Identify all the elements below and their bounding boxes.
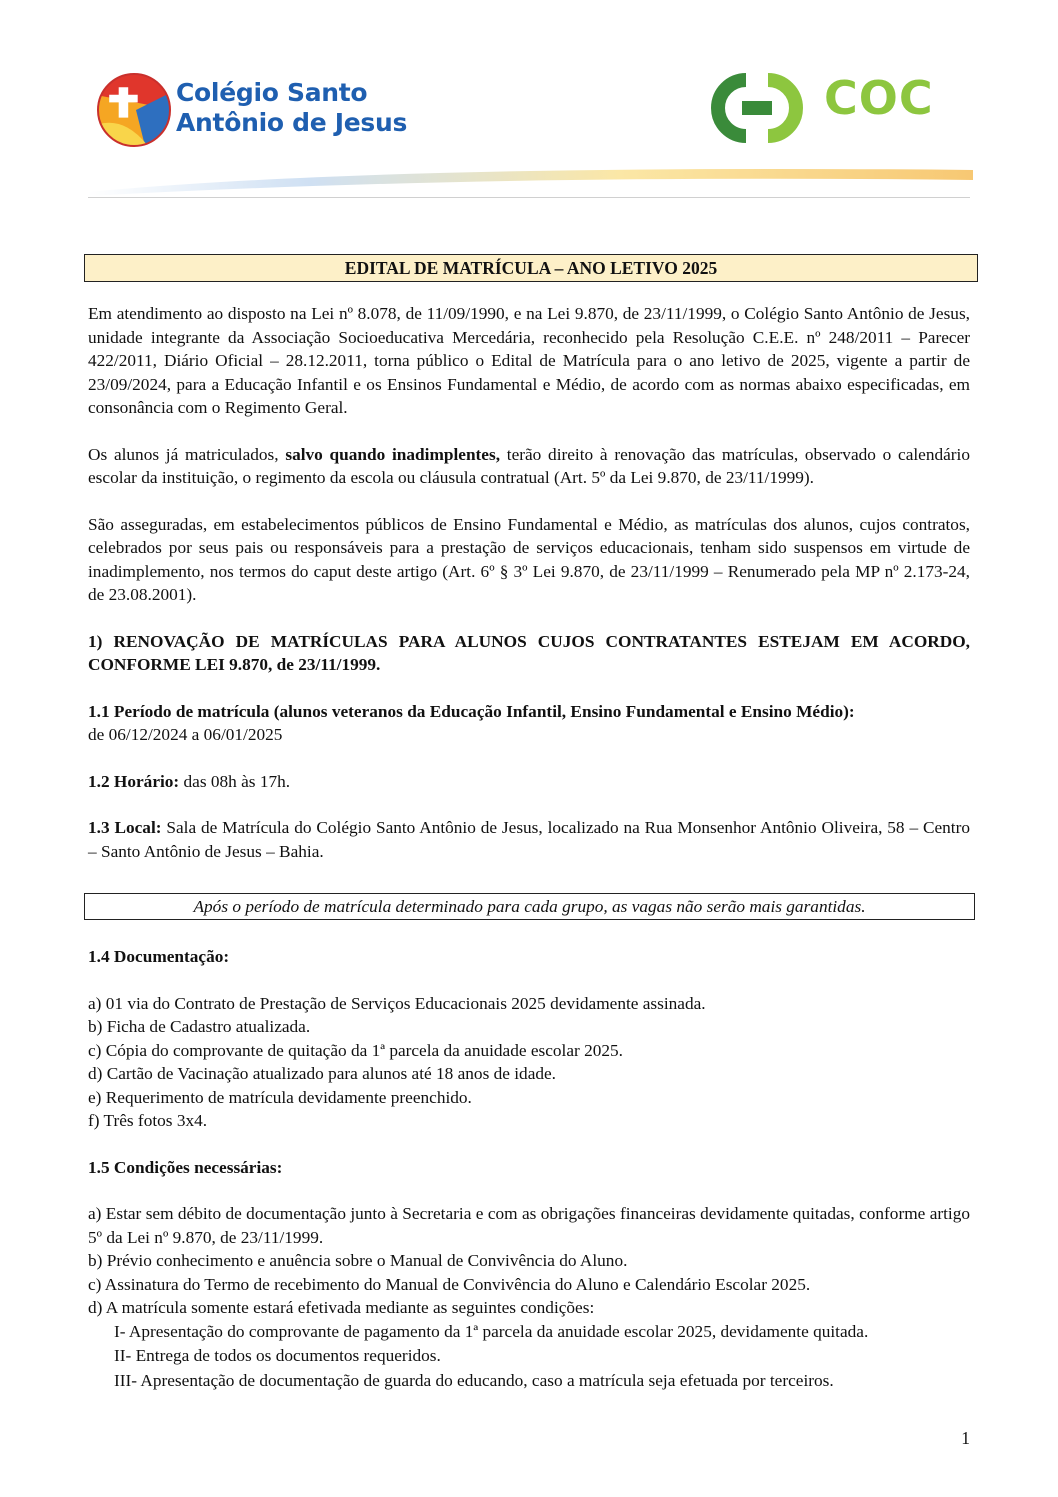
school-name-logo-text: Colégio Santo Antônio de Jesus <box>176 78 408 137</box>
list-item: f) Três fotos 3x4. <box>88 1111 208 1130</box>
section-1-2-schedule: 1.2 Horário: das 08h às 17h. <box>88 771 291 791</box>
document-body <box>88 302 970 1393</box>
header-divider <box>88 197 970 198</box>
letterhead <box>0 0 1058 210</box>
header-swoosh-decoration <box>88 160 973 200</box>
list-item: b) Ficha de Cadastro atualizada. <box>88 1017 311 1036</box>
coc-symbol-icon <box>706 68 816 148</box>
coc-logo <box>706 68 956 148</box>
colegio-santo-antonio-logo <box>96 70 436 150</box>
intro-paragraph: Em atendimento ao disposto na Lei nº 8.078, de 11/09/1990, e na Lei 9.870, de 23/11/1999, o Colégio Santo Antônio de Jesus, unidade integrante da Associação Socioeducativa Mercedária, reconhecido pela Resolução C.E.E. nº 248/2011 – Parecer 422/2011, Diário Oficial – 28.12.2011, torna público o Edital de Matrícula para o ano letivo de 2025, vigente a partir de 23/09/2024, para a Educação Infantil e os Ensinos Fundamental e Médio, de acordo com as normas abaixo especificadas, em consonância com o Regimento Geral. <box>88 304 970 417</box>
page-number: 1 <box>961 1428 970 1448</box>
sub-list-item: II- Entrega de todos os documentos requeridos. <box>114 1346 441 1365</box>
school-emblem-icon <box>96 70 176 150</box>
section-1-4-heading: 1.4 Documentação: <box>88 947 230 966</box>
list-item: b) Prévio conhecimento e anuência sobre o Manual de Convivência do Aluno. <box>88 1251 628 1270</box>
coc-logo-text: COC <box>824 71 934 125</box>
list-item: a) Estar sem débito de documentação junto à Secretaria e com as obrigações financeiras devidamente quitadas, conforme artigo 5º da Lei nº 9.870, de 23/11/1999. <box>88 1204 970 1247</box>
section-1-5-heading: 1.5 Condições necessárias: <box>88 1157 283 1177</box>
list-item: d) Cartão de Vacinação atualizado para alunos até 18 anos de idade. <box>88 1064 556 1083</box>
sub-list-item: I- Apresentação do comprovante de pagamento da 1ª parcela da anuidade escolar 2025, devidamente quitada. <box>114 1321 869 1341</box>
enrollment-notice: Após o período de matrícula determinado para cada grupo, as vagas não serão mais garantidas. <box>84 893 975 920</box>
list-item: c) Assinatura do Termo de recebimento do Manual de Convivência do Aluno e Calendário Escolar 2025. <box>88 1274 811 1294</box>
section-1-heading: 1) RENOVAÇÃO DE MATRÍCULAS PARA ALUNOS CUJOS CONTRATANTES ESTEJAM EM ACORDO, CONFORME LEI 9.870, de 23/11/1999. <box>88 631 970 674</box>
documentation-list <box>88 992 970 1133</box>
list-item: c) Cópia do comprovante de quitação da 1ª parcela da anuidade escolar 2025. <box>88 1040 623 1060</box>
sub-list-item: III- Apresentação de documentação de guarda do educando, caso a matrícula seja efetuada por terceiros. <box>114 1370 834 1390</box>
list-item: e) Requerimento de matrícula devidamente preenchido. <box>88 1087 472 1107</box>
document-title: EDITAL DE MATRÍCULA – ANO LETIVO 2025 <box>84 254 978 282</box>
conditions-list <box>88 1202 970 1393</box>
public-schools-paragraph: São asseguradas, em estabelecimentos públicos de Ensino Fundamental e Médio, as matrículas dos alunos, cujos contratos, celebrados por seus pais ou responsáveis para a prestação de serviços educacionais, tenham sido suspensos em virtude de inadimplemento, nos termos do caput deste artigo (Art. 6º § 3º Lei 9.870, de 23/11/1999 – Renumerado pela MP nº 2.173-24, de 23.08.2001). <box>88 514 970 604</box>
section-1-1-period: 1.1 Período de matrícula (alunos veteranos da Educação Infantil, Ensino Fundamental e Ensino Médio): de 06/12/2024 a 06/01/2025 <box>88 701 855 744</box>
list-item: d) A matrícula somente estará efetivada mediante as seguintes condições: <box>88 1298 595 1317</box>
renewal-paragraph: Os alunos já matriculados, salvo quando inadimplentes, terão direito à renovação das matrículas, observado o calendário escolar da instituição, o regimento da escola ou cláusula contratual (Art. 5º da Lei 9.870, de 23/11/1999). <box>88 444 970 487</box>
list-item: a) 01 via do Contrato de Prestação de Serviços Educacionais 2025 devidamente assinada. <box>88 993 706 1013</box>
section-1-3-location: 1.3 Local: Sala de Matrícula do Colégio Santo Antônio de Jesus, localizado na Rua Monsenhor Antônio Oliveira, 58 – Centro – Santo Antônio de Jesus – Bahia. <box>88 818 970 861</box>
